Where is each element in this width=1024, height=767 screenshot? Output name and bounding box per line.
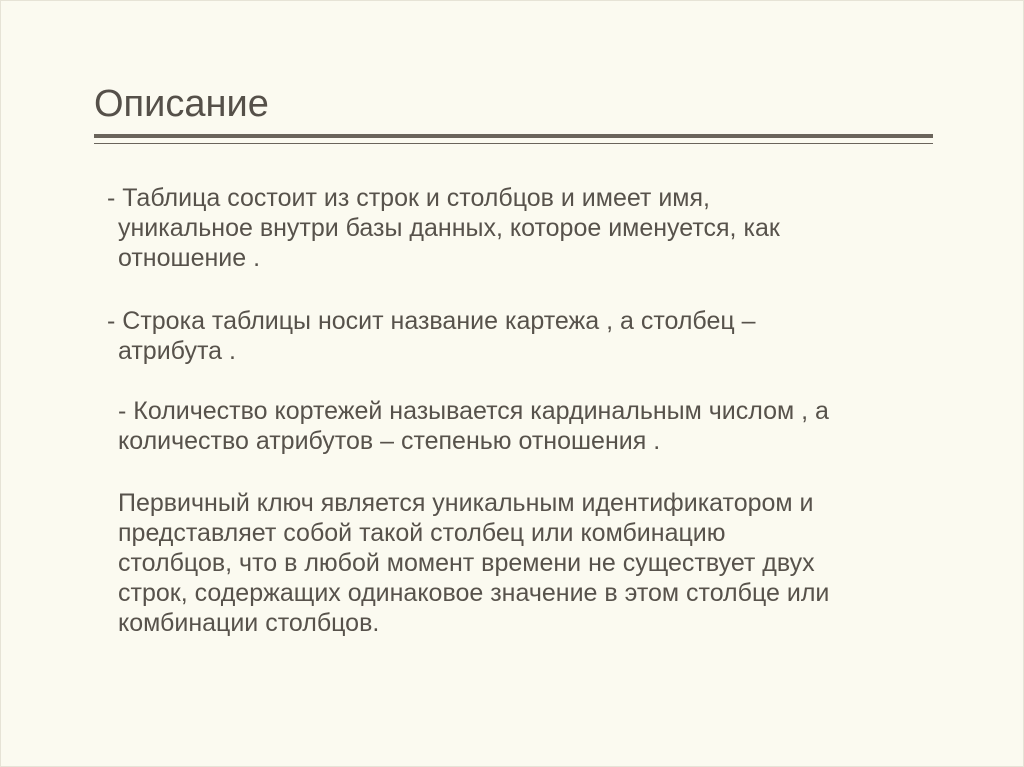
- paragraph-line: столбцов, что в любой момент времени не существует двух: [118, 549, 815, 577]
- paragraph-line: уникальное внутри базы данных, которое именуется, как: [118, 214, 780, 242]
- paragraph-line: - Строка таблицы носит название картежа , а столбец –: [107, 307, 756, 335]
- paragraph-line: строк, содержащих одинаковое значение в этом столбце или: [118, 579, 830, 607]
- paragraph-line: представляет собой такой столбец или комбинацию: [118, 519, 726, 547]
- title-underline-thin: [94, 143, 933, 144]
- paragraph-line: атрибута .: [118, 337, 236, 365]
- paragraph-cardinality-degree: [118, 396, 829, 456]
- paragraph-line: отношение .: [118, 244, 261, 272]
- paragraph-line: комбинации столбцов.: [118, 609, 380, 637]
- paragraph-primary-key: [118, 488, 829, 638]
- paragraph-line: - Таблица состоит из строк и столбцов и имеет имя,: [107, 184, 710, 212]
- paragraph-table-definition: [107, 183, 780, 273]
- slide-title: Описание: [94, 83, 269, 125]
- paragraph-line: количество атрибутов – степенью отношения .: [118, 427, 661, 455]
- paragraph-row-column-terms: [107, 306, 756, 366]
- paragraph-line: Первичный ключ является уникальным идентификатором и: [118, 489, 814, 517]
- title-underline-thick: [94, 134, 933, 138]
- paragraph-line: - Количество кортежей называется кардинальным числом , а: [118, 397, 829, 425]
